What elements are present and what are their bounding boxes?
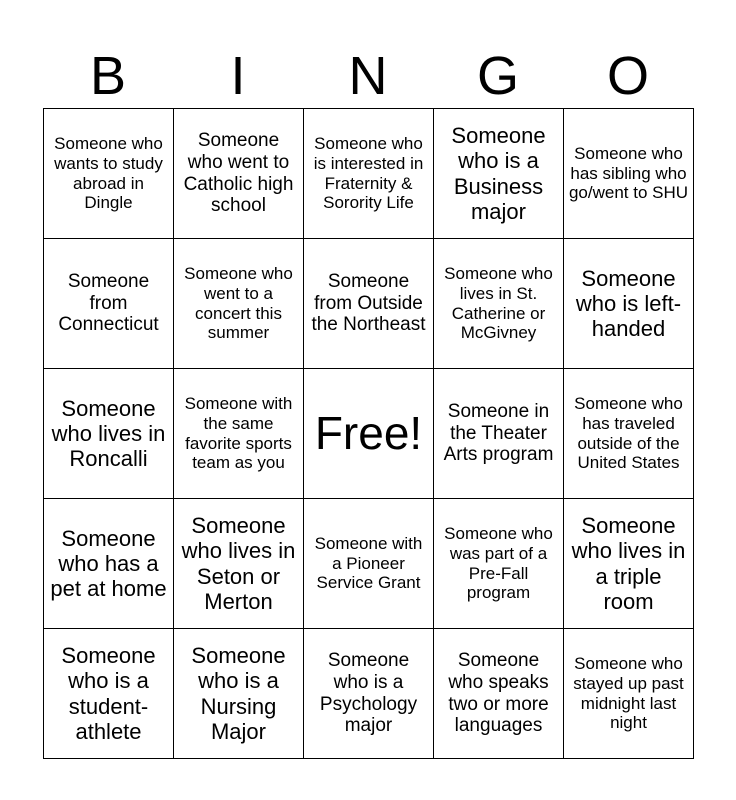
- board-row: [44, 629, 694, 759]
- header-letter-n: N: [348, 46, 388, 106]
- header-letter-o: O: [606, 46, 649, 106]
- bingo-cell-r3c1[interactable]: Someone who lives in Roncalli: [44, 369, 174, 499]
- bingo-cell-r5c1[interactable]: Someone who is a student-athlete: [44, 629, 174, 759]
- bingo-cell-r4c5[interactable]: Someone who lives in a triple room: [564, 499, 694, 629]
- bingo-cell-r4c3[interactable]: Someone with a Pioneer Service Grant: [304, 499, 434, 629]
- bingo-cell-r2c1[interactable]: Someone from Connecticut: [44, 239, 174, 369]
- board-row: [44, 499, 694, 629]
- bingo-cell-r1c5[interactable]: Someone who has sibling who go/went to SHU: [564, 109, 694, 239]
- bingo-cell-r2c2[interactable]: Someone who went to a concert this summer: [174, 239, 304, 369]
- bingo-cell-r4c1[interactable]: Someone who has a pet at home: [44, 499, 174, 629]
- bingo-board: [43, 108, 694, 759]
- bingo-cell-r2c5[interactable]: Someone who is left-handed: [564, 239, 694, 369]
- bingo-cell-r4c2[interactable]: Someone who lives in Seton or Merton: [174, 499, 304, 629]
- bingo-cell-r3c4[interactable]: Someone in the Theater Arts program: [434, 369, 564, 499]
- header-letter-g: G: [476, 46, 519, 106]
- bingo-header: [43, 44, 693, 108]
- board-row: [44, 369, 694, 499]
- bingo-cell-r3c5[interactable]: Someone who has traveled outside of the United States: [564, 369, 694, 499]
- board-row: [44, 109, 694, 239]
- bingo-cell-r4c4[interactable]: Someone who was part of a Pre-Fall program: [434, 499, 564, 629]
- board-row: [44, 239, 694, 369]
- free-space-cell[interactable]: Free!: [304, 369, 434, 499]
- bingo-cell-r1c2[interactable]: Someone who went to Catholic high school: [174, 109, 304, 239]
- bingo-cell-r5c5[interactable]: Someone who stayed up past midnight last night: [564, 629, 694, 759]
- bingo-cell-r5c4[interactable]: Someone who speaks two or more languages: [434, 629, 564, 759]
- header-letter-b: B: [89, 46, 127, 106]
- bingo-cell-r1c3[interactable]: Someone who is interested in Fraternity & Sorority Life: [304, 109, 434, 239]
- bingo-cell-r5c3[interactable]: Someone who is a Psychology major: [304, 629, 434, 759]
- bingo-cell-r5c2[interactable]: Someone who is a Nursing Major: [174, 629, 304, 759]
- bingo-cell-r1c4[interactable]: Someone who is a Business major: [434, 109, 564, 239]
- bingo-cell-r1c1[interactable]: Someone who wants to study abroad in Dingle: [44, 109, 174, 239]
- bingo-cell-r2c4[interactable]: Someone who lives in St. Catherine or McGivney: [434, 239, 564, 369]
- header-letter-i: I: [230, 46, 246, 106]
- bingo-cell-r3c2[interactable]: Someone with the same favorite sports team as you: [174, 369, 304, 499]
- bingo-cell-r2c3[interactable]: Someone from Outside the Northeast: [304, 239, 434, 369]
